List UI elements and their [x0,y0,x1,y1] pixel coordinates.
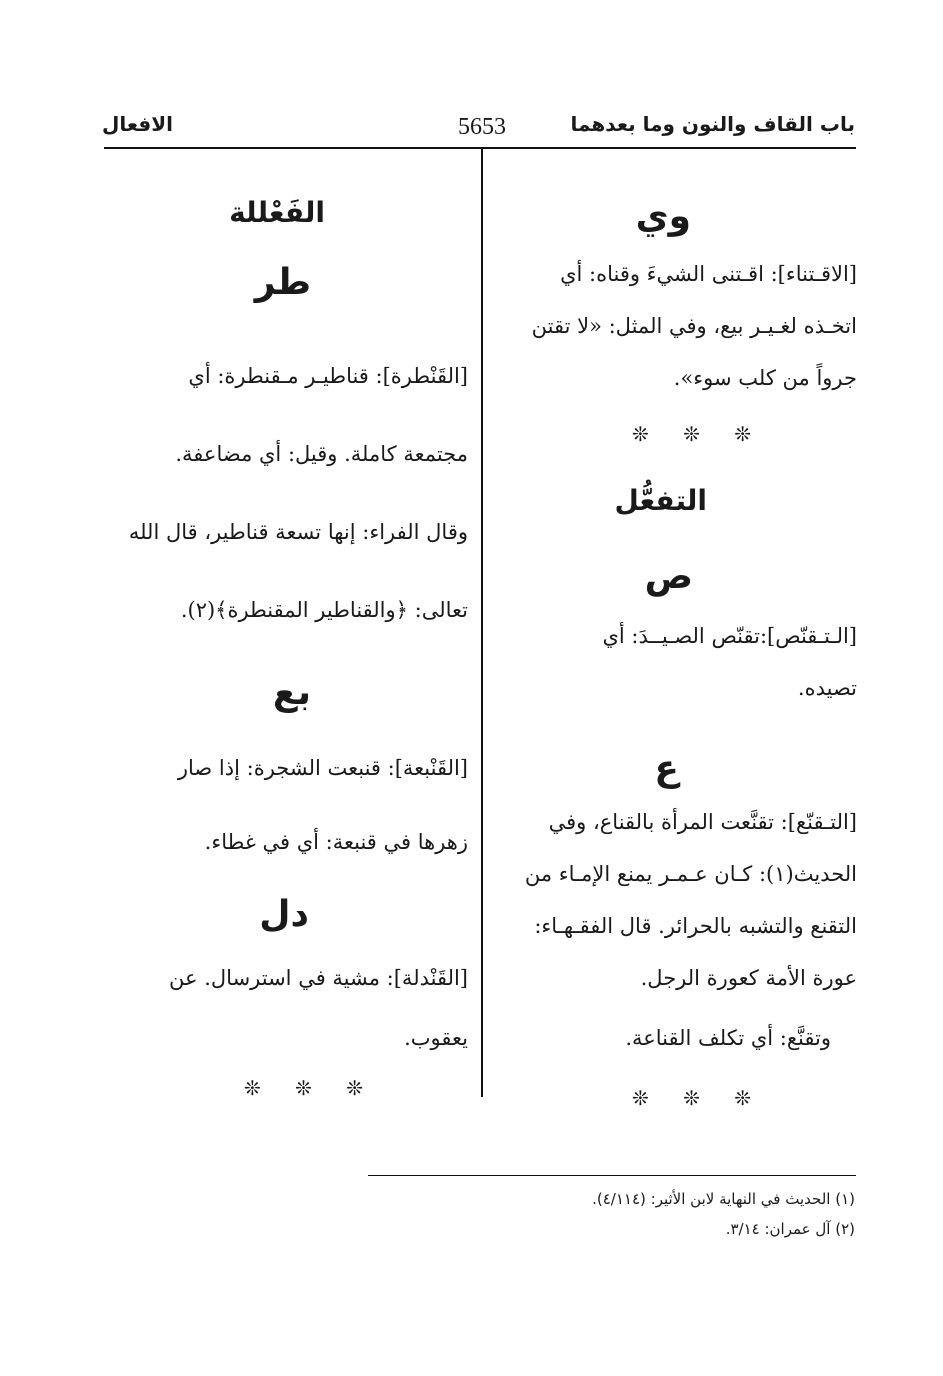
column-divider [481,149,483,1097]
entry-line: تصيده. [797,676,857,700]
separator-stars: ❊ ❊ ❊ [244,1076,377,1100]
separator-stars: ❊ ❊ ❊ [632,1086,765,1110]
entry-line: [التـقنّع]: تقنَّعت المرأة بالقناع، وفي [548,810,857,834]
footnote-1: (١) الحديث في النهاية لابن الأثير: (٤/١١٤). [592,1190,855,1208]
entry-line: [القَنْدلة]: مشية في استرسال. عن [169,966,468,990]
root-heading-b-ayn: بع [272,672,311,713]
entry-line: يعقوب. [404,1026,468,1050]
entry-line: [الاقـتناء]: اقـتنى الشيءَ وقناه: أي [560,262,857,286]
entry-line: وقال الفراء: إنها تسعة قناطير، قال الله [128,520,468,544]
entry-line: التقنع والتشبه بالحرائر. قال الفقـهـاء: [534,914,857,938]
pattern-heading: التفعُّل [614,484,707,517]
entry-line: الحديث(١): كـان عـمـر يمنع الإمـاء من [524,862,857,886]
root-heading-sad: ص [644,556,693,597]
header-rule [104,147,856,149]
entry-line: [القَنْطرة]: قناطيـر مـقنطرة: أي [188,364,468,388]
page-number: 5653 [458,114,506,140]
footnote-2: (٢) آل عمران: ٣/١٤. [725,1220,855,1238]
root-heading-wy: وي [635,196,691,237]
entry-line: [الـتـقنّص]:تقنّص الصـيــدَ: أي [602,624,857,648]
entry-line: عورة الأمة كعورة الرجل. [640,966,857,990]
entry-line: تعالى: ﴿والقناطير المقنطرة﴾(٢). [180,598,468,622]
entry-line: مجتمعة كاملة. وقيل: أي مضاعفة. [175,442,468,466]
entry-line: اتخـذه لغـيـر بيع، وفي المثل: «لا تقتن [531,314,857,338]
entry-line: زهرها في قنبعة: أي في غطاء. [204,830,468,854]
separator-stars: ❊ ❊ ❊ [632,422,765,446]
root-heading-ayn: ع [654,748,679,789]
chapter-title: باب القاف والنون وما بعدهما [570,112,855,136]
footnote-rule [368,1175,856,1176]
entry-line: وتقنَّع: أي تكلف القناعة. [625,1026,831,1050]
entry-line: [القَنْبعة]: قنبعت الشجرة: إذا صار [177,756,468,780]
pattern-heading: الفَعْللة [229,196,325,229]
root-heading-tr: طر [254,262,311,303]
section-title: الافعال [102,112,173,136]
entry-line: جرواً من كلب سوء». [673,366,857,390]
root-heading-dl: دل [259,894,309,935]
